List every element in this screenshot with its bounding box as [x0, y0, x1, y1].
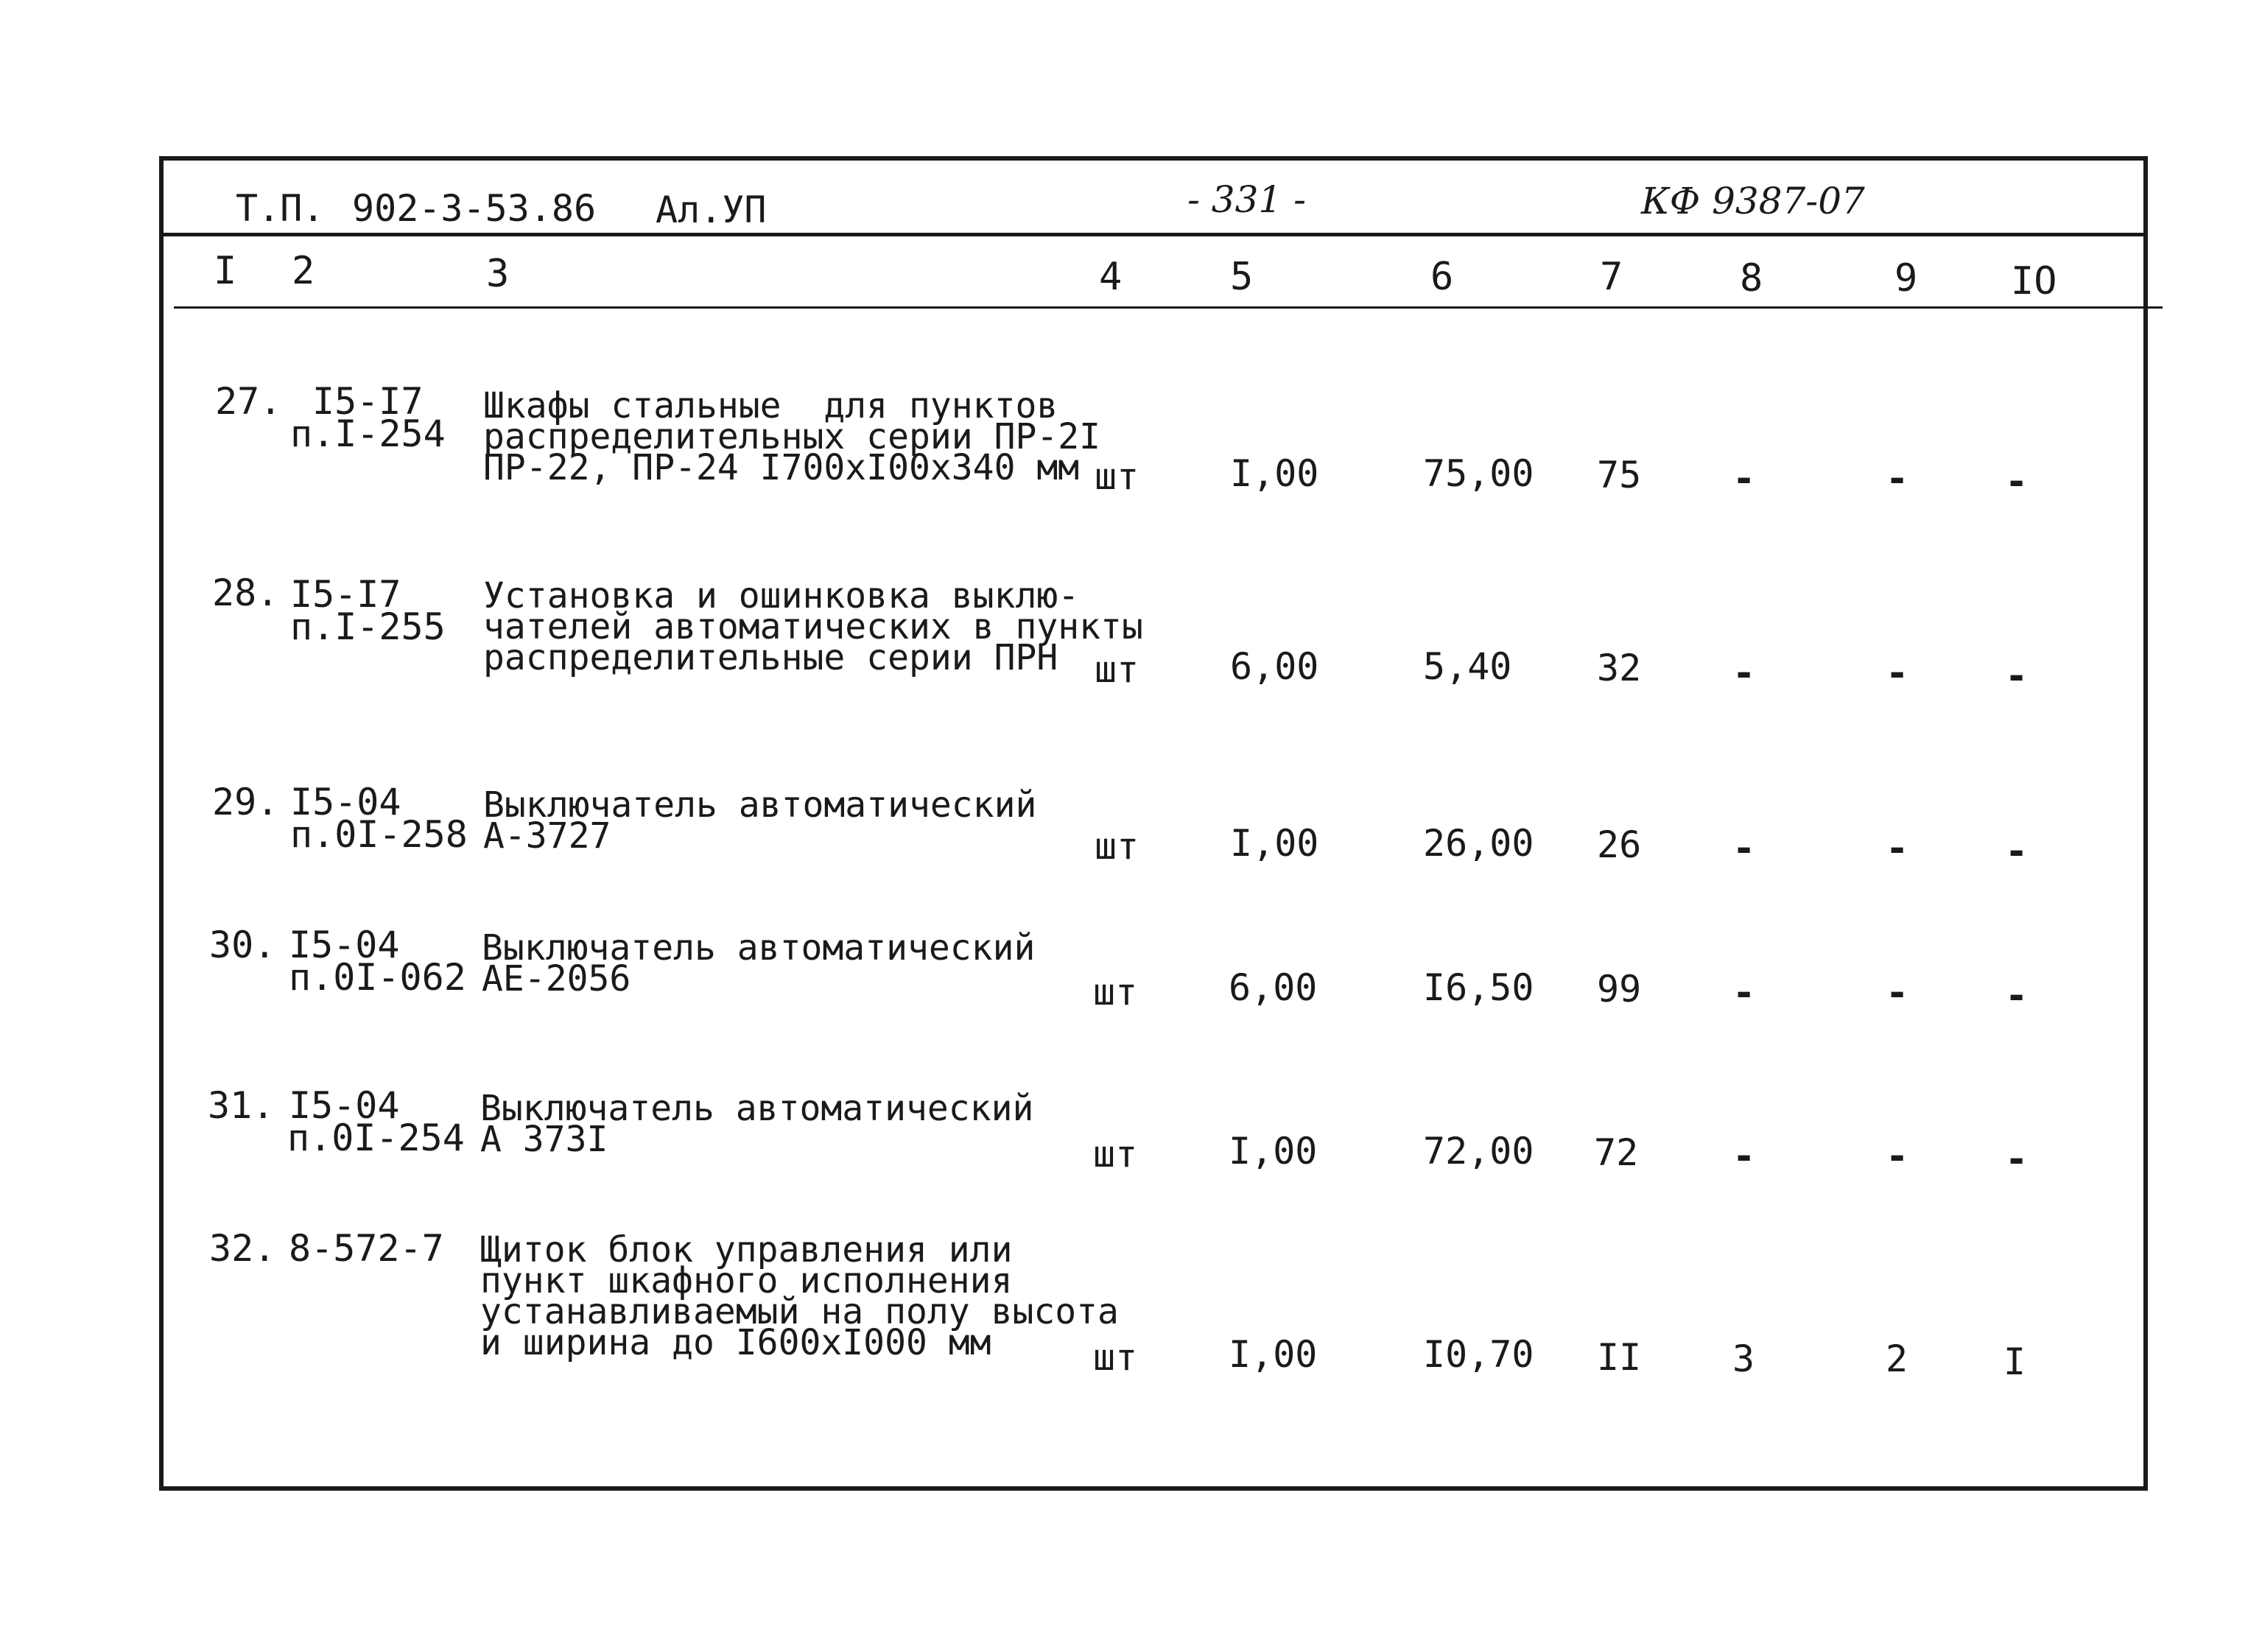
- item-description: Выключатель автоматический АЕ-2056: [482, 927, 1036, 999]
- tp-label: Т.П.: [236, 187, 325, 230]
- column-8-value: -: [1732, 826, 1756, 871]
- total: 32: [1597, 647, 1642, 689]
- unit-price: 72,00: [1423, 1130, 1534, 1173]
- item-description: Установка и ошинковка выклю- чателей автоматических в пункты распределительные серии ПРН: [483, 575, 1143, 678]
- quantity: 6,00: [1229, 966, 1318, 1009]
- page-number: - 331 -: [1187, 178, 1307, 221]
- column-number: 4: [1099, 255, 1123, 299]
- total: II: [1597, 1336, 1642, 1379]
- column-8-value: 3: [1732, 1338, 1755, 1380]
- column-9-value: -: [1886, 971, 1909, 1015]
- column-10-value: -: [2005, 1137, 2029, 1181]
- unit: шт: [1093, 971, 1138, 1013]
- column-10-value: -: [2005, 460, 2029, 504]
- quantity: I,00: [1229, 1130, 1318, 1173]
- quantity: I,00: [1230, 452, 1319, 495]
- norm-code: I5-04: [289, 924, 400, 966]
- column-10-value: -: [2005, 974, 2029, 1018]
- norm-code-item: п.0I-062: [289, 956, 466, 999]
- column-9-value: -: [1886, 651, 1909, 695]
- column-9-value: 2: [1886, 1338, 1908, 1380]
- total: 72: [1594, 1131, 1639, 1174]
- row-number: 27.: [215, 380, 282, 423]
- column-9-value: -: [1886, 1134, 1909, 1178]
- item-description: Выключатель автоматический А 373I: [480, 1088, 1034, 1160]
- column-10-value: -: [2005, 654, 2029, 698]
- total: 99: [1597, 968, 1642, 1010]
- norm-code-item: п.I-255: [290, 605, 446, 648]
- column-10-value: -: [2005, 829, 2029, 874]
- row-number: 29.: [212, 781, 279, 823]
- norm-code: 8-572-7: [289, 1227, 444, 1270]
- norm-code: I5-04: [290, 781, 401, 823]
- norm-code-item: п.0I-258: [290, 813, 468, 856]
- column-8-value: -: [1732, 651, 1756, 695]
- unit: шт: [1095, 825, 1139, 868]
- unit: шт: [1093, 1336, 1138, 1379]
- unit-price: I6,50: [1423, 966, 1534, 1009]
- column-number: 5: [1230, 255, 1254, 299]
- quantity: 6,00: [1230, 645, 1319, 688]
- norm-code: I5-I7: [312, 380, 424, 423]
- column-8-value: -: [1732, 971, 1756, 1015]
- norm-code: I5-04: [289, 1084, 400, 1127]
- total: 26: [1597, 823, 1642, 866]
- column-number: 9: [1894, 256, 1918, 300]
- document-code: КФ 9387-07: [1641, 180, 1865, 222]
- column-9-value: -: [1886, 457, 1909, 501]
- column-number: 3: [486, 252, 510, 296]
- norm-code-item: п.0I-254: [287, 1117, 465, 1159]
- column-8-value: -: [1732, 1134, 1756, 1178]
- quantity: I,00: [1230, 822, 1319, 865]
- unit-price: 75,00: [1423, 452, 1534, 495]
- item-description: Щиток блок управления или пункт шкафного исполнения устанавливаемый на полу высота и ширина до I600хI000 мм: [480, 1229, 1119, 1363]
- quantity: I,00: [1229, 1333, 1318, 1376]
- album-label: Ал.УП: [656, 189, 767, 231]
- column-number: 8: [1740, 256, 1763, 300]
- row-number: 32.: [209, 1227, 276, 1270]
- total: 75: [1597, 454, 1642, 496]
- item-description: Шкафы стальные для пунктов распределительных серии ПР-2I ПР-22, ПР-24 I700хI00х340 мм: [483, 385, 1101, 488]
- unit-price: 26,00: [1423, 822, 1534, 865]
- unit-price: I0,70: [1423, 1333, 1534, 1376]
- item-description: Выключатель автоматический А-3727: [483, 784, 1037, 857]
- column-10-value: I: [2003, 1340, 2026, 1383]
- unit-price: 5,40: [1423, 645, 1512, 688]
- column-number: IO: [2011, 259, 2057, 303]
- column-number: 7: [1600, 255, 1623, 299]
- unit: шт: [1093, 1133, 1138, 1175]
- header-divider: [159, 233, 2148, 236]
- row-number: 28.: [212, 572, 279, 614]
- row-number: 30.: [209, 924, 276, 966]
- column-number: 6: [1430, 255, 1454, 299]
- column-header-divider: [174, 306, 2163, 309]
- column-number: I: [214, 249, 237, 293]
- column-9-value: -: [1886, 826, 1909, 871]
- column-number: 2: [292, 249, 315, 293]
- unit: шт: [1095, 648, 1139, 691]
- row-number: 31.: [208, 1084, 275, 1127]
- norm-code-item: п.I-254: [290, 412, 446, 455]
- project-code: 902-3-53.86: [352, 187, 597, 230]
- norm-code: I5-I7: [290, 573, 401, 616]
- column-8-value: -: [1732, 457, 1756, 501]
- unit: шт: [1095, 455, 1139, 498]
